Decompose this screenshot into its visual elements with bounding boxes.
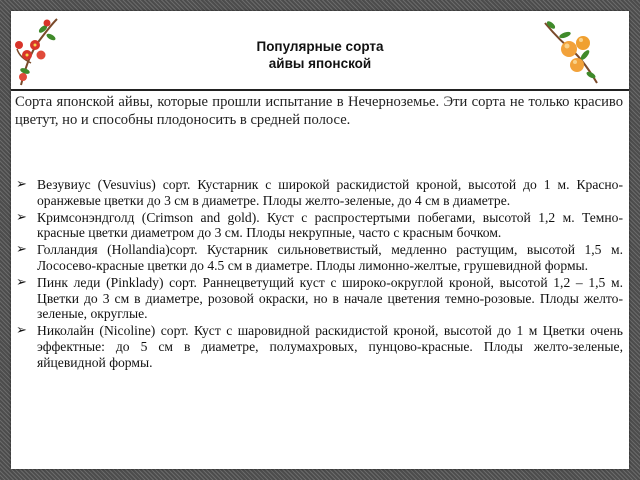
arrow-bullet-icon: ➢ — [16, 274, 27, 290]
slide-title — [161, 38, 479, 72]
list-item — [15, 323, 623, 370]
title-divider — [11, 89, 629, 91]
title-line-2: айвы японской — [268, 56, 372, 71]
list-item — [15, 177, 623, 209]
variety-text: Пинк леди (Pinklady) сорт. Раннецветущий куст с широко-округлой кроной, высотой 1,2 – 1,5 м. Цветки до 3 см в диаметре, розовой окраски, но в начале цветения темно-розовые. Плоды желто-зеленые, округлые. — [37, 274, 623, 322]
quince-fruit-branch-illustration — [541, 19, 601, 85]
flowering-branch-illustration — [13, 15, 61, 87]
list-item — [15, 242, 623, 274]
variety-text: Кримсонэндголд (Crimson and gold). Куст с распростертыми побегами, высотой 1,2 м. Темно-красные цветки диаметром до 3 см. Плоды некрупные, часто с красным бочком. — [37, 209, 623, 241]
variety-text: Везувиус (Vesuvius) сорт. Кустарник с широкой раскидистой кроной, высотой до 1 м. Красно-оранжевые цветки до 3 см в диаметре. Плоды желто-зеленые, до 4 см в диаметре. — [37, 177, 623, 208]
intro-paragraph: Сорта японской айвы, которые прошли испытание в Нечерноземье. Эти сорта не только красиво цветут, но и способны плодоносить в средней полосе. — [15, 94, 623, 128]
variety-text: Голландия (Hollandia)сорт. Кустарник сильноветвистый, медленно растущим, высотой 1,5 м. Лососево-красные цветки до 4.5 см в диаметре. Плоды лимонно-желтые, грушевидной формы. — [37, 242, 623, 273]
arrow-bullet-icon: ➢ — [16, 209, 27, 225]
list-item — [15, 210, 623, 242]
arrow-bullet-icon: ➢ — [16, 177, 27, 192]
variety-text: Николайн (Nicoline) сорт. Куст с шаровидной раскидистой кроной, высотой до 1 м Цветки очень эффектные: до 5 см в диаметре, полумахровых, пунцово-красные. Плоды желто-зеленые, яйцевидной формы. — [37, 323, 623, 370]
arrow-bullet-icon: ➢ — [16, 242, 27, 258]
varieties-list — [15, 177, 623, 372]
title-line-1: Популярные сорта — [256, 39, 384, 54]
list-item — [15, 275, 623, 322]
arrow-bullet-icon: ➢ — [16, 323, 27, 339]
slide — [11, 11, 629, 469]
